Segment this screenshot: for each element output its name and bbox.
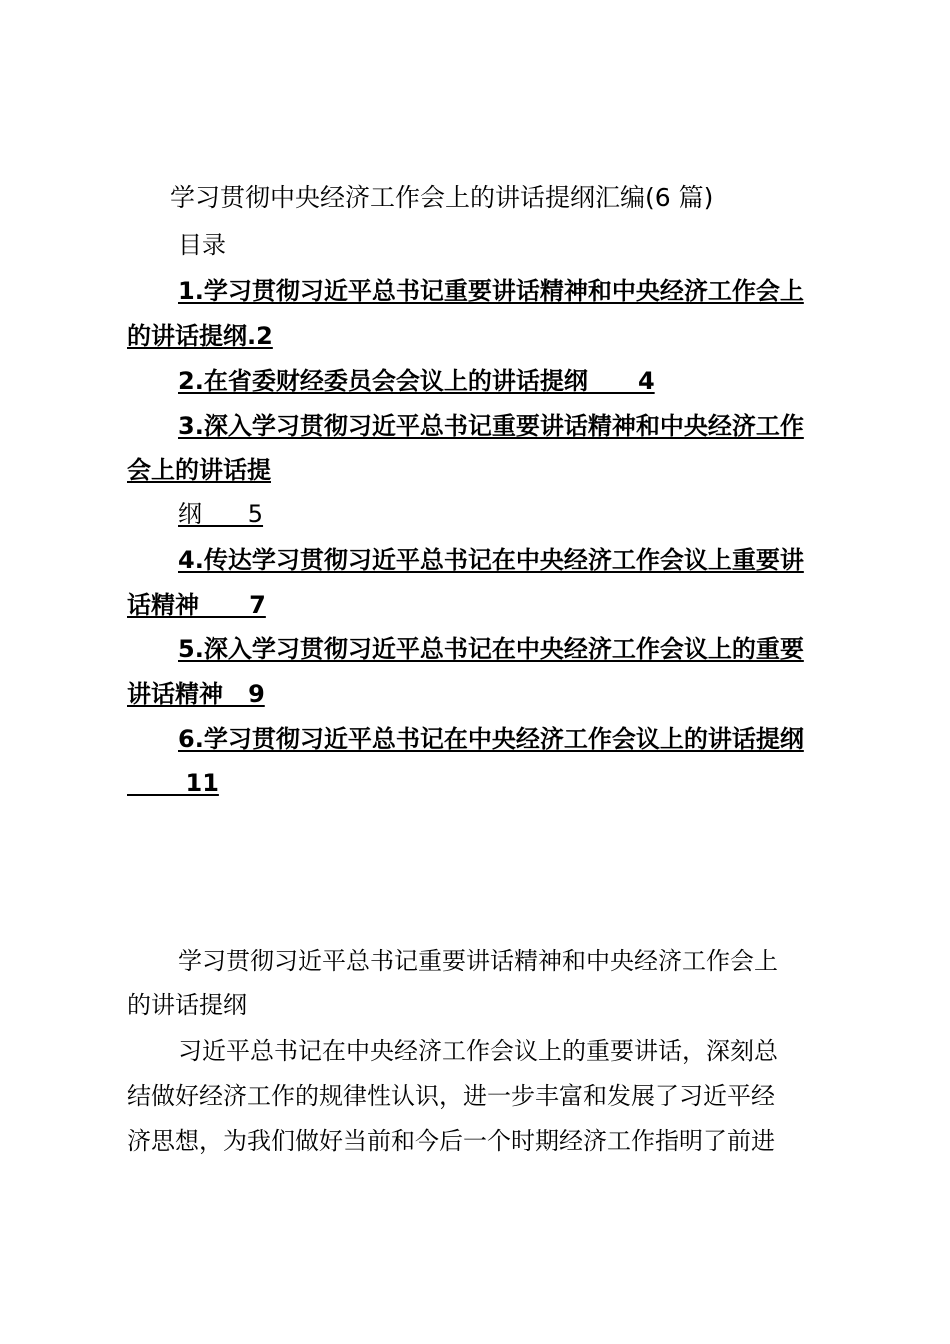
toc-entry-4-line-2[interactable]: 话精神 7 [127,591,266,619]
toc-heading: 目录 [178,231,226,259]
toc-entry-5-line-2[interactable]: 讲话精神 9 [127,680,265,708]
toc-entry-6-line-2[interactable]: 11 [127,769,219,797]
toc-entry-3-line-3[interactable]: 纲 5 [178,500,264,528]
toc-entry-6-line-1[interactable]: 6.学习贯彻习近平总书记在中央经济工作会议上的讲话提纲 [178,725,804,753]
document-title: 学习贯彻中央经济工作会上的讲话提纲汇编(6 篇) [170,183,714,212]
toc-entry-3-line-2[interactable]: 会上的讲话提 [127,456,271,484]
section-heading-line-1: 学习贯彻习近平总书记重要讲话精神和中央经济工作会上 [178,947,778,975]
toc-entry-5-line-1[interactable]: 5.深入学习贯彻习近平总书记在中央经济工作会议上的重要 [178,635,804,663]
toc-entry-3-line-1[interactable]: 3.深入学习贯彻习近平总书记重要讲话精神和中央经济工作 [178,412,804,440]
body-paragraph-line-1: 习近平总书记在中央经济工作会议上的重要讲话，深刻总 [178,1037,778,1065]
body-paragraph-line-3: 济思想，为我们做好当前和今后一个时期经济工作指明了前进 [127,1127,775,1155]
toc-entry-2[interactable]: 2.在省委财经委员会会议上的讲话提纲 4 [178,367,655,395]
section-heading-line-2: 的讲话提纲 [127,991,247,1019]
toc-entry-1-line-2[interactable]: 的讲话提纲.2 [127,322,273,350]
toc-entry-1-line-1[interactable]: 1.学习贯彻习近平总书记重要讲话精神和中央经济工作会上 [178,277,804,305]
toc-entry-4-line-1[interactable]: 4.传达学习贯彻习近平总书记在中央经济工作会议上重要讲 [178,546,804,574]
body-paragraph-line-2: 结做好经济工作的规律性认识，进一步丰富和发展了习近平经 [127,1082,775,1110]
